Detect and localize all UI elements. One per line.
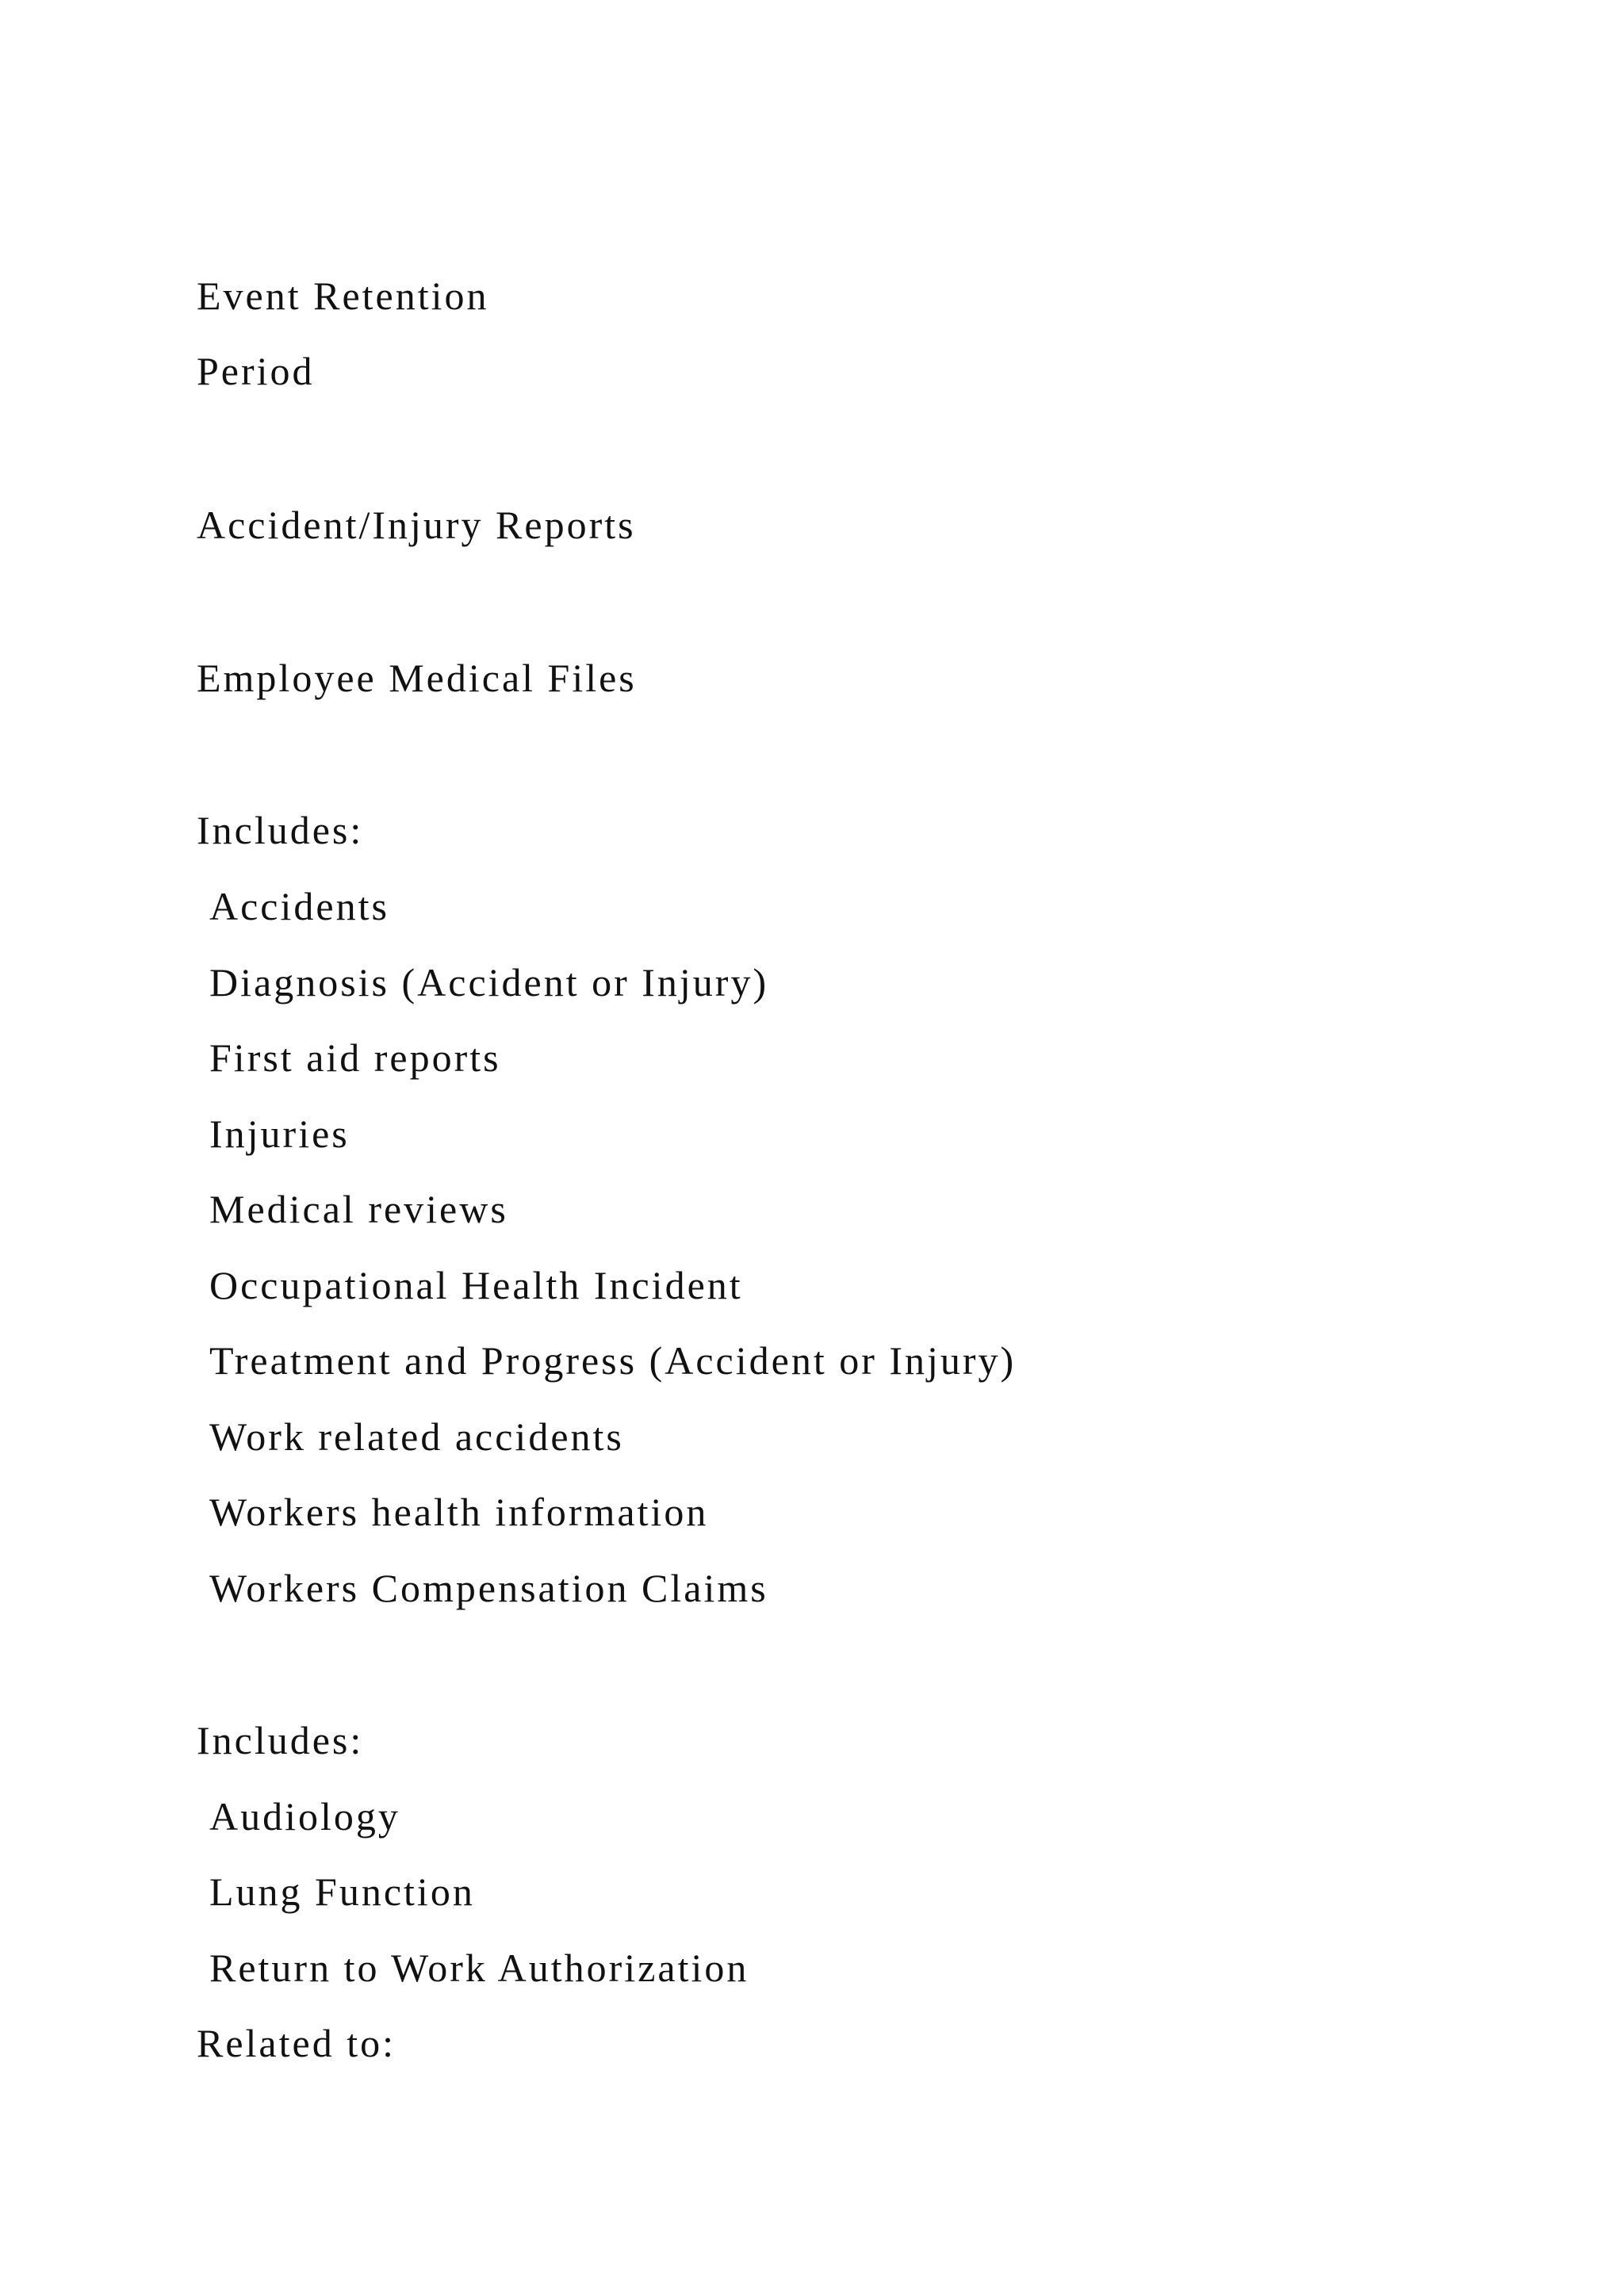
related-label: Related to: — [197, 2021, 396, 2065]
section-title-accident-injury: Accident/Injury Reports — [197, 503, 636, 547]
header-line-event-retention: Event Retention — [197, 274, 489, 318]
includes-label: Includes: — [197, 808, 364, 852]
list-item: Workers Compensation Claims — [209, 1566, 768, 1610]
list-item: Injuries — [209, 1112, 350, 1156]
list-item: Occupational Health Incident — [209, 1263, 743, 1307]
list-item: Medical reviews — [209, 1187, 508, 1231]
includes-label: Includes: — [197, 1718, 364, 1762]
header-line-period: Period — [197, 349, 315, 393]
list-item: Diagnosis (Accident or Injury) — [209, 960, 769, 1004]
list-item: Accidents — [209, 884, 389, 928]
list-item: Lung Function — [209, 1869, 475, 1914]
list-item: Workers health information — [209, 1490, 709, 1534]
section-title-employee-medical: Employee Medical Files — [197, 656, 637, 700]
list-item: First aid reports — [209, 1035, 501, 1080]
list-item: Audiology — [209, 1794, 400, 1839]
list-item: Work related accidents — [209, 1414, 624, 1459]
list-item: Return to Work Authorization — [209, 1946, 749, 1990]
list-item: Treatment and Progress (Accident or Injury) — [209, 1338, 1017, 1383]
